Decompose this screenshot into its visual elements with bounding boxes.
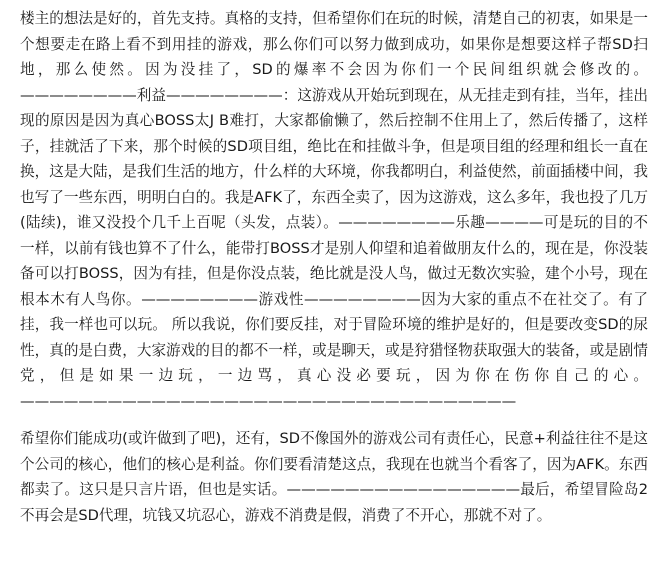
post-body bbox=[20, 6, 648, 528]
post-paragraph-1: 楼主的想法是好的，首先支持。真格的支持，但希望你们在玩的时候，清楚自己的初衷，如果是一个想要走在路上看不到用挂的游戏，那么你们可以努力做到成功，如果你是想要这样子帮SD扫地，那么使然。因为没挂了，SD的爆率不会因为你们一个民间组织就会修改的。————————利益————————：这游戏从开始玩到现在，从无挂走到有挂，当年，挂出现的原因是因为真心BOSS太J B难打，大家都偷懒了，然后控制不住用上了，然后传播了，这样子，挂就活了下来，那个时候的SD项目组，绝比在和挂做斗争，但是项目组的经理和组长一直在换，这是大陆，是我们生活的地方，什么样的大环境，你我都明白，利益使然，前面插楼中间，我也写了一些东西，明明白白的。我是AFK了，东西全卖了，因为这游戏，这么多年，我也投了几万(陆续)，谁又没投个几千上百呢（头发，点装）。————————乐趣————可是玩的目的不一样，以前有钱也算不了什么，能带打BOSS才是别人仰望和追着做朋友什么的，现在是，你没装备可以打BOSS，因为有挂，但是你没点装，绝比就是没人鸟，做过无数次实验，建个小号，现在根本木有人鸟你。————————游戏性————————因为大家的重点不在社交了。有了挂，我一样也可以玩。 所以我说，你们要反挂，对于冒险环境的维护是好的，但是要改变SD的尿性，真的是白费，大家游戏的目的都不一样，或是聊天，或是狩猎怪物获取强大的装备，或是剧情党，但是如果一边玩，一边骂，真心没必要玩，因为你在伤你自己的心。—————————————————————————————————— bbox=[20, 10, 648, 410]
post-paragraph-2: 希望你们能成功(或许做到了吧)，还有，SD不像国外的游戏公司有责任心，民意+利益往往不是这个公司的核心，他们的核心是利益。你们要看清楚这点，我现在也就当个看客了，因为AFK。东西都卖了。这只是只言片语，但也是实话。————————————————最后，希望冒险岛2不再会是SD代理，坑钱又坑忍心，游戏不消费是假，消费了不开心，那就不对了。 bbox=[20, 430, 648, 524]
